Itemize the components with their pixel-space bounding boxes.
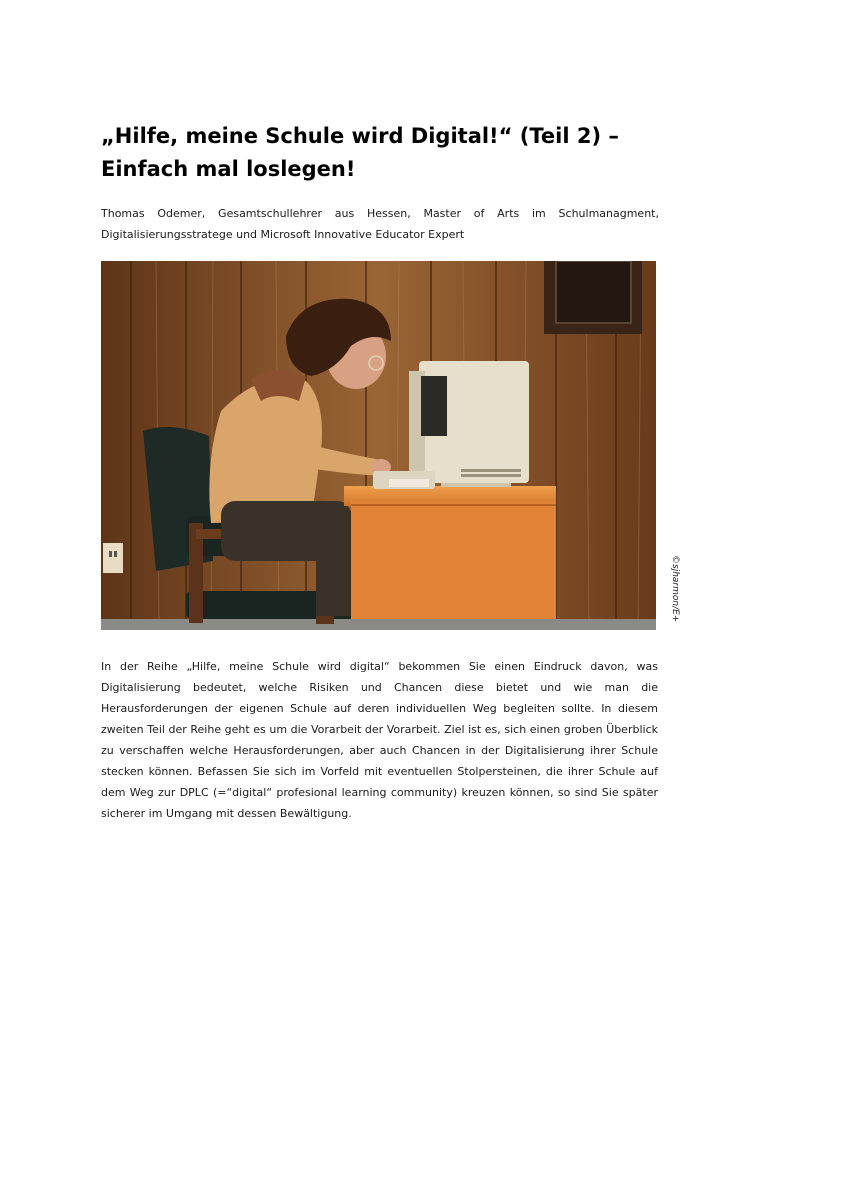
photo-credit: ©sjharmon/E+ <box>670 555 680 623</box>
article-title: „Hilfe, meine Schule wird Digital!“ (Teil 2) – Einfach mal loslegen! <box>101 124 619 181</box>
author-line: Thomas Odemer, Gesamtschullehrer aus Hessen, Master of Arts im Schulmanagment, Digitalisierungsstratege und Microsoft Innovative Educator Expert <box>101 207 659 241</box>
body-paragraph: In der Reihe „Hilfe, meine Schule wird digital“ bekommen Sie einen Eindruck davon, was Digitalisierung bedeutet, welche Risiken und Chancen diese bietet und wie man die Herausforderungen der eigenen Schule auf deren individuellen Weg begleiten sollte. In diesem zweiten Teil der Reihe geht es um die Vorarbeit der Vorarbeit. Ziel ist es, sich einen groben Überblick zu verschaffen welche Herausforderungen, aber auch Chancen in der Digitalisierung ihrer Schule stecken können. Befassen Sie sich im Vorfeld mit eventuellen Stolpersteinen, die ihrer Schule auf dem Weg zur DPLC (=“digital“ profesional learning community) kreuzen können, so sind Sie später sicherer im Umgang mit dessen Bewältigung. <box>101 660 658 820</box>
article-photo <box>101 261 656 630</box>
